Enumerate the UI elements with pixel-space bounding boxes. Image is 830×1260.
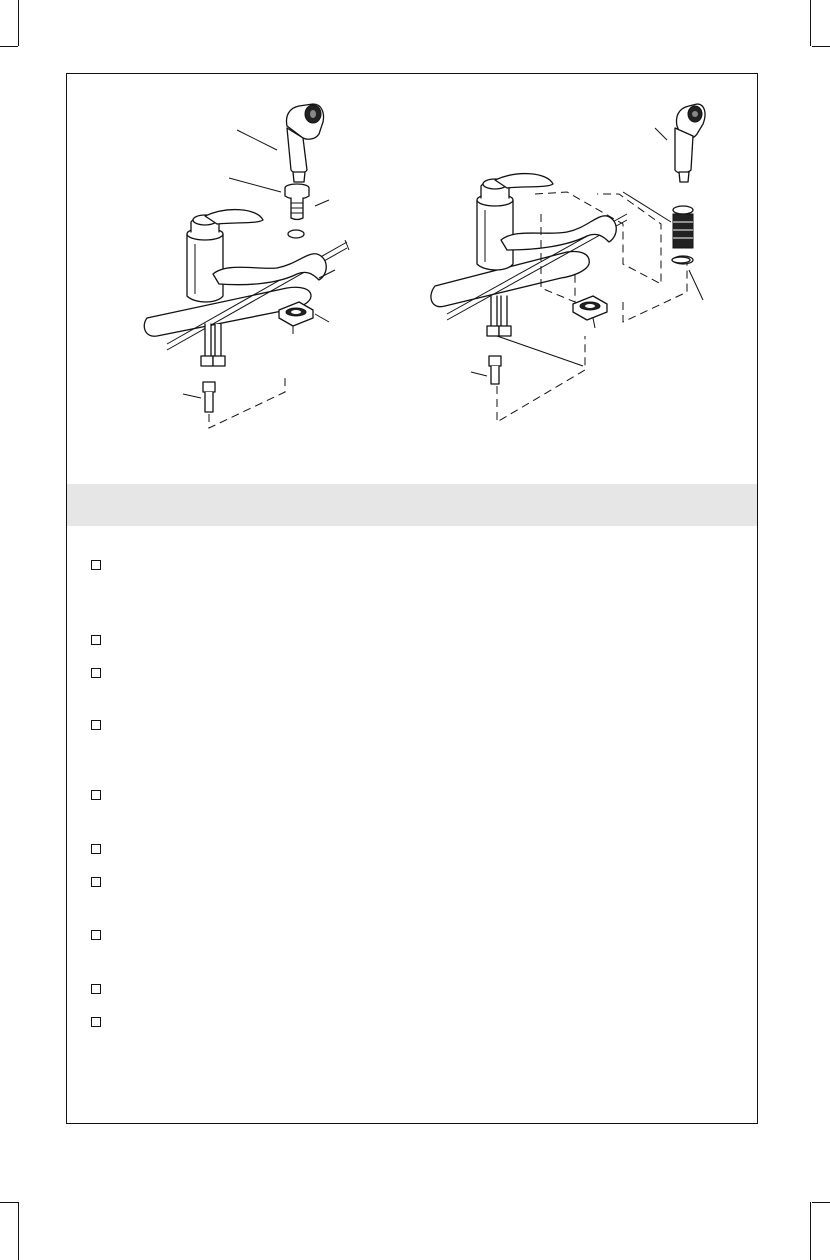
checkbox[interactable] [91,844,101,854]
checkbox[interactable] [91,635,101,645]
checkbox[interactable] [91,1017,101,1027]
checkbox[interactable] [91,560,101,570]
checklist-item[interactable] [91,635,731,649]
checkbox[interactable] [91,984,101,994]
crop-mark-tr-h [812,46,830,47]
crop-mark-tl-v [18,0,19,46]
checklist-item[interactable] [91,877,731,891]
checklist-item[interactable] [91,668,731,682]
checkbox[interactable] [91,790,101,800]
checklist-item[interactable] [91,930,731,944]
crop-mark-bl-h [0,1202,18,1203]
crop-mark-br-v [810,1202,811,1260]
crop-mark-tl-h [0,46,18,47]
content-frame [66,73,758,1124]
checklist-item[interactable] [91,844,731,858]
crop-mark-tr-v [810,0,811,46]
checkbox[interactable] [91,930,101,940]
checkbox[interactable] [91,720,101,730]
checklist-item[interactable] [91,984,731,998]
checklist [67,74,757,1123]
crop-mark-br-h [812,1202,830,1203]
crop-mark-bl-v [18,1202,19,1260]
checklist-item[interactable] [91,560,731,574]
checkbox[interactable] [91,668,101,678]
checklist-item[interactable] [91,790,731,804]
checklist-item[interactable] [91,720,731,734]
checkbox[interactable] [91,877,101,887]
checklist-item[interactable] [91,1017,731,1031]
